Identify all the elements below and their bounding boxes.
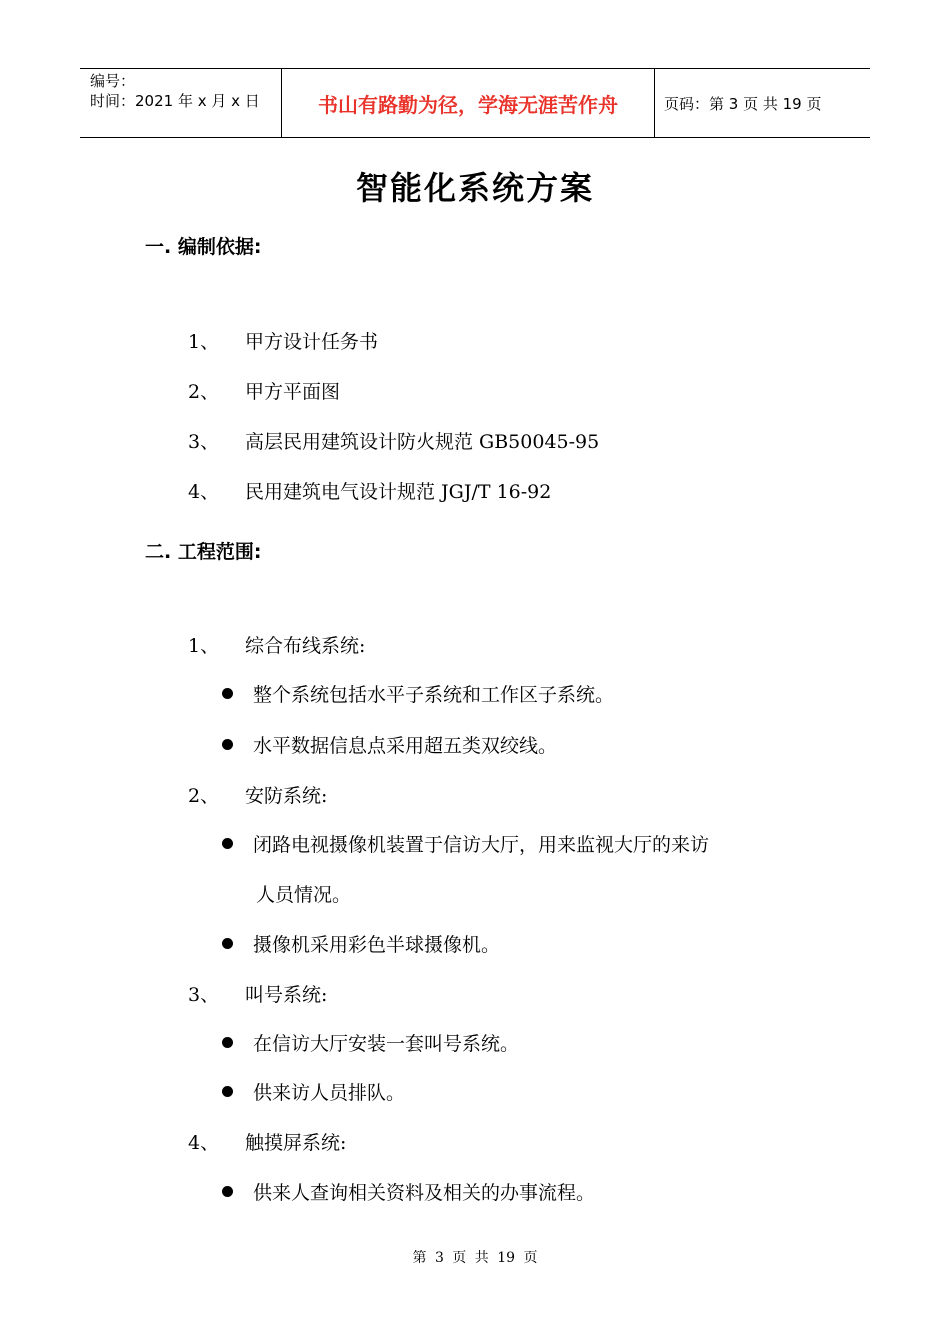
bullet-item <box>222 930 500 957</box>
item-text: 高层民用建筑设计防火规范 GB50045-95 <box>245 431 600 453</box>
page-header <box>80 68 870 138</box>
section1-heading: 一. 编制依据: <box>145 236 262 258</box>
number-label: 编号： <box>90 72 136 90</box>
header-page-label: 页码：第 3 页 共 19 页 <box>664 94 822 113</box>
basis-item-1 <box>188 327 378 354</box>
bullet-text: 闭路电视摄像机装置于信访大厅，用来监视大厅的来访 <box>253 834 710 856</box>
item-text: 安防系统: <box>245 785 328 807</box>
bullet-dot-icon <box>222 739 233 750</box>
scope-item-1 <box>188 631 365 658</box>
bullet-item <box>222 830 709 857</box>
item-number: 3、 <box>188 984 220 1006</box>
bullet-item <box>222 680 614 707</box>
item-number: 1、 <box>188 331 220 353</box>
section2-heading: 二. 工程范围: <box>145 541 262 563</box>
item-number: 1、 <box>188 635 220 657</box>
bullet-dot-icon <box>222 688 233 699</box>
bullet-item <box>222 731 557 758</box>
bullet-text: 水平数据信息点采用超五类双绞线。 <box>253 735 558 757</box>
scope-item-2 <box>188 781 327 808</box>
scope-item-3 <box>188 980 327 1007</box>
basis-item-2 <box>188 377 340 404</box>
item-text: 民用建筑电气设计规范 JGJ/T 16-92 <box>245 481 552 503</box>
item-text: 甲方设计任务书 <box>245 331 379 353</box>
bullet-text: 供来人查询相关资料及相关的办事流程。 <box>253 1182 596 1204</box>
bullet-dot-icon <box>222 1186 233 1197</box>
bullet-dot-icon <box>222 838 233 849</box>
page-footer: 第 3 页 共 19 页 <box>412 1250 538 1266</box>
item-text: 综合布线系统: <box>245 635 366 657</box>
bullet-text: 供来访人员排队。 <box>253 1082 406 1104</box>
basis-item-3 <box>188 427 599 454</box>
bullet-dot-icon <box>222 1037 233 1048</box>
item-number: 3、 <box>188 431 220 453</box>
item-text: 甲方平面图 <box>245 381 341 403</box>
time-label: 时间：2021 年 x 月 x 日 <box>90 92 260 110</box>
item-number: 2、 <box>188 381 220 403</box>
item-number: 2、 <box>188 785 220 807</box>
bullet-continuation: 人员情况。 <box>256 884 352 906</box>
bullet-item <box>222 1178 595 1205</box>
basis-item-4 <box>188 477 551 504</box>
item-number: 4、 <box>188 481 220 503</box>
header-motto: 书山有路勤为径，学海无涯苦作舟 <box>282 69 655 137</box>
bullet-dot-icon <box>222 1086 233 1097</box>
bullet-text: 整个系统包括水平子系统和工作区子系统。 <box>253 684 615 706</box>
bullet-text: 在信访大厅安装一套叫号系统。 <box>253 1033 520 1055</box>
item-text: 叫号系统: <box>245 984 328 1006</box>
bullet-text: 摄像机采用彩色半球摄像机。 <box>253 934 501 956</box>
item-number: 4、 <box>188 1132 220 1154</box>
header-meta <box>80 69 282 137</box>
bullet-dot-icon <box>222 938 233 949</box>
document-title: 智能化系统方案 <box>355 169 594 207</box>
scope-item-4 <box>188 1128 346 1155</box>
item-text: 触摸屏系统: <box>245 1132 347 1154</box>
bullet-item <box>222 1029 519 1056</box>
bullet-item <box>222 1078 405 1105</box>
